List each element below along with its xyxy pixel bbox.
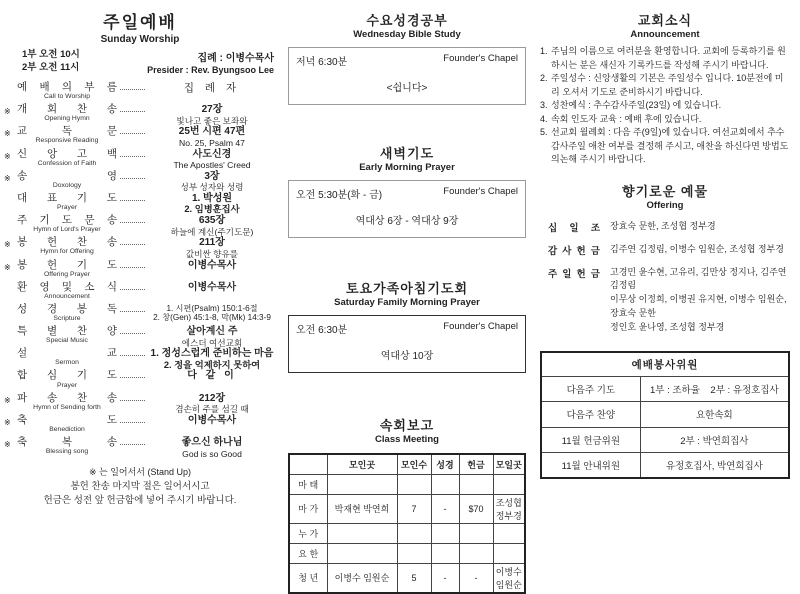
order-item-value-line1: 635장 <box>198 215 226 227</box>
class-meeting-cell: - <box>459 563 493 593</box>
order-item-value <box>148 259 276 272</box>
order-item-label-kr: 환 영 및 소 식 <box>17 280 117 293</box>
order-item-label <box>17 103 117 122</box>
order-item-label-en: Prayer <box>56 204 78 211</box>
service-times <box>22 49 80 75</box>
order-item-value-line2: 에스더 여선교회 <box>181 337 243 348</box>
standup-mark: ※ <box>4 395 11 405</box>
order-item-label <box>17 436 117 455</box>
class-meeting-cell <box>327 474 397 494</box>
committee-row <box>541 376 789 402</box>
order-item-value-line2: The Apostles' Creed <box>173 160 251 171</box>
order-item-value <box>148 436 276 459</box>
order-item-label-en: Opening Hymn <box>44 115 90 123</box>
class-col-blank <box>289 454 327 474</box>
class-meeting-row <box>289 543 525 563</box>
class-col-offering: 헌금 <box>459 454 493 474</box>
committee-row <box>541 402 789 428</box>
class-col-bible: 성경 <box>431 454 459 474</box>
order-item-label-kr: 대 표 기 도 <box>17 191 117 204</box>
order-item-label-en: Special Music <box>46 337 88 345</box>
announcements-title-kr: 교회소식 <box>637 13 693 28</box>
committee-role: 11월 헌금위원 <box>541 427 640 453</box>
class-meeting-cell: 이병수 임원순 <box>493 563 525 593</box>
saturday-prayer-place: Founder's Chapel <box>443 321 518 332</box>
order-item-value <box>148 214 276 237</box>
dotted-leader <box>120 392 145 401</box>
dotted-leader <box>120 303 145 312</box>
order-item-label <box>17 214 117 233</box>
order-item-value-line1: 25번 시편 47편 <box>178 126 246 138</box>
class-meeting-cell <box>459 474 493 494</box>
worship-order-row <box>4 236 276 258</box>
class-meeting-cell <box>493 474 525 494</box>
order-item-value-line1: 3장 <box>204 170 220 182</box>
service-time-2: 2부 오전 11시 <box>22 61 80 73</box>
class-meeting-cell: 요 한 <box>289 543 327 563</box>
class-meeting-cell: 마 가 <box>289 494 327 523</box>
footnote-standup: ※ 는 일어서서 (Stand Up) <box>88 467 192 478</box>
class-meeting-title-kr: 속회보고 <box>379 418 435 433</box>
standup-mark <box>4 325 17 329</box>
early-prayer-place: Founder's Chapel <box>443 186 518 197</box>
standup-mark <box>4 303 17 307</box>
class-meeting-cell: - <box>431 563 459 593</box>
dotted-leader <box>120 259 145 268</box>
class-meeting-cell: $70 <box>459 494 493 523</box>
order-item-label-en: Announcement <box>44 292 90 300</box>
committee-person: 2부 : 박연희집사 <box>640 427 789 453</box>
committee-person: 유정호집사, 박연희집사 <box>640 453 789 479</box>
offering-sunday-row <box>540 266 790 336</box>
class-meeting-row <box>289 494 525 523</box>
worship-order-row <box>4 392 276 414</box>
early-prayer-time: 오전 5:30분(화 - 금) <box>296 190 383 201</box>
bible-study-box <box>288 47 526 105</box>
order-item-value-line2: 값비싼 향유를 <box>185 248 239 259</box>
order-item-value-line2: No. 25, Psalm 47 <box>179 137 245 148</box>
order-item-value-line1: 살아계신 주 <box>186 326 238 338</box>
order-item-label-kr: 봉 헌 기 도 <box>17 258 117 271</box>
order-item-value <box>148 369 276 382</box>
dotted-leader <box>120 170 145 179</box>
order-item-label <box>17 414 117 433</box>
announcement-text: 선교회 월례회 : 다음 주(9일)에 있습니다. 여선교회에서 추수감사주일 애찬 여부를 결정해 주시고, 애찬을 하신다면 방법도 의논해 주시기 바랍니다. <box>551 127 789 164</box>
class-meeting-cell <box>459 543 493 563</box>
order-item-label-kr: 성 경 봉 독 <box>17 302 117 315</box>
footnote-line3: 헌금은 성전 앞 헌금함에 넣어 주시기 바랍니다. <box>43 494 237 506</box>
order-item-label-en: Offering Prayer <box>44 270 90 278</box>
class-meeting-cell: 7 <box>397 494 431 523</box>
thanks-offering-label: 감 사 헌 금 <box>548 245 600 257</box>
order-item-label-en: Hymn of Lord's Prayer <box>33 226 101 234</box>
dotted-leader <box>120 436 145 445</box>
worship-order-row <box>4 414 276 436</box>
saturday-prayer-box <box>288 315 526 373</box>
sunday-offering-names-line2: 이무상 이정희, 이병권 유지현, 이병수 임원순, 장효숙 문한 <box>610 294 787 319</box>
dotted-leader <box>120 148 145 157</box>
standup-mark <box>4 81 17 85</box>
order-item-value-line1: 집 례 자 <box>183 82 241 94</box>
bible-study-note: <쉽니다> <box>386 83 428 94</box>
dotted-leader <box>120 281 145 290</box>
order-item-label <box>17 347 117 366</box>
worship-order-row <box>4 347 276 369</box>
order-item-label <box>17 369 117 388</box>
class-meeting-cell: - <box>431 494 459 523</box>
order-item-value-line1: 1. 박성원 <box>191 192 233 204</box>
class-meeting-header-row <box>289 454 525 474</box>
order-item-label-en: Confession of Faith <box>37 159 97 167</box>
bible-study-place: Founder's Chapel <box>443 53 518 64</box>
announcement-text: 속회 인도자 교육 : 예배 후에 있습니다. <box>551 113 702 124</box>
worship-order-row <box>4 303 276 325</box>
announcement-item <box>540 113 790 127</box>
order-item-value-line2: 빛나고 좋은 보좌와 <box>176 115 248 126</box>
dotted-leader <box>120 414 145 423</box>
early-prayer-title-en: Early Morning Prayer <box>359 162 455 173</box>
order-item-value-line1: 211장 <box>199 237 225 249</box>
worship-order-row <box>4 170 276 192</box>
order-item-label-kr: 교 독 문 <box>17 125 117 138</box>
order-item-value-line2: 2. 임병훈집사 <box>184 204 240 215</box>
order-item-label-en: Scripture <box>53 314 81 322</box>
class-meeting-cell: 박재현 박연희 <box>327 494 397 523</box>
class-col-place-met: 모인곳 <box>327 454 397 474</box>
order-item-label-en: Sermon <box>55 359 79 367</box>
bible-study-title-en: Wednesday Bible Study <box>353 29 461 40</box>
class-meeting-cell: 5 <box>397 563 431 593</box>
class-meeting-cell <box>397 523 431 543</box>
class-meeting-cell <box>493 543 525 563</box>
class-meeting-cell: 조성협 정부경 <box>493 494 525 523</box>
worship-order-row <box>4 369 276 391</box>
announcement-panel <box>532 0 800 485</box>
announcement-number: 2. <box>540 73 548 83</box>
committee-role: 다음주 찬양 <box>541 402 640 428</box>
dotted-leader <box>120 192 145 201</box>
committee-row <box>541 453 789 479</box>
announcement-list <box>540 45 790 167</box>
announcement-item <box>540 99 790 113</box>
order-item-value-line1: 사도신경 <box>192 148 232 160</box>
class-meeting-cell <box>397 474 431 494</box>
order-item-label-kr: 예 배 의 부 름 <box>17 81 117 93</box>
standup-mark: ※ <box>4 417 11 427</box>
order-item-label-kr: 개 회 찬 송 <box>17 103 117 116</box>
order-item-label-en: Hymn for Offering <box>40 248 94 256</box>
presider <box>147 49 274 75</box>
order-item-label-kr: 설 교 <box>17 347 117 360</box>
standup-mark <box>4 347 17 351</box>
committee-role: 다음주 기도 <box>541 376 640 402</box>
bible-study-title-kr: 수요성경공부 <box>366 13 448 28</box>
order-item-value <box>148 236 276 259</box>
class-meeting-cell <box>431 543 459 563</box>
order-item-label <box>17 236 117 255</box>
offering-title-kr: 향기로운 예물 <box>622 183 708 199</box>
worship-order-list <box>4 81 276 458</box>
worship-order-row <box>4 214 276 236</box>
order-item-value-line1: 27장 <box>201 104 223 116</box>
order-item-label-kr: 특 별 찬 양 <box>17 325 117 338</box>
order-item-value <box>148 347 276 371</box>
standup-mark: ※ <box>4 173 11 183</box>
order-item-value-line1: 212장 <box>198 392 226 404</box>
worship-order-row <box>4 125 276 147</box>
order-item-value <box>148 125 276 148</box>
standup-mark <box>4 369 17 373</box>
saturday-prayer-title-kr: 토요가족아침기도회 <box>345 281 469 296</box>
order-item-value <box>148 303 276 323</box>
standup-mark <box>4 281 17 285</box>
class-meeting-row <box>289 523 525 543</box>
order-item-value-line1: 이병수목사 <box>187 414 237 426</box>
class-meeting-cell <box>459 523 493 543</box>
standup-mark <box>4 192 17 196</box>
worship-order-row <box>4 192 276 214</box>
dotted-leader <box>120 236 145 245</box>
order-item-label-en: Responsive Reading <box>35 137 99 145</box>
order-item-value <box>148 81 276 94</box>
standup-mark <box>4 214 17 218</box>
order-item-label-en: Call to Worship <box>44 93 90 101</box>
announcement-text: 주님의 이름으로 여러분을 환영합니다. 교회에 등록하기를 원하시는 분은 새신자 기록카드를 작성해 주시기 바랍니다. <box>551 46 786 70</box>
dotted-leader <box>120 347 145 356</box>
announcement-number: 1. <box>540 46 548 56</box>
order-item-label <box>17 303 117 322</box>
announcement-item <box>540 126 790 167</box>
dotted-leader <box>120 81 145 90</box>
worship-order-row <box>4 259 276 281</box>
order-item-label-kr: 봉 헌 찬 송 <box>17 236 117 249</box>
worship-order-row <box>4 103 276 125</box>
order-item-label-en: Benediction <box>49 425 85 433</box>
order-item-label <box>17 259 117 278</box>
service-time-1: 1부 오전 10시 <box>22 49 80 60</box>
order-item-label-en: Hymn of Sending forth <box>33 403 101 411</box>
class-meeting-cell: 이병수 임원순 <box>327 563 397 593</box>
dotted-leader <box>120 125 145 134</box>
dotted-leader <box>120 325 145 334</box>
announcement-text: 성찬예식 : 추수감사주일(23일) 에 있습니다. <box>551 100 722 110</box>
committee-table <box>540 351 790 479</box>
order-item-value-line2: 2. 정을 억제하지 못하여 <box>163 359 261 370</box>
order-item-label-en: Doxology <box>52 181 82 189</box>
order-item-label-kr: 신 앙 고 백 <box>17 147 117 160</box>
saturday-prayer-title-en: Saturday Family Morning Prayer <box>334 297 480 308</box>
dotted-leader <box>120 369 145 378</box>
class-col-next-place: 모일곳 <box>493 454 525 474</box>
class-meeting-cell <box>327 523 397 543</box>
order-item-value <box>148 414 276 427</box>
class-meeting-row <box>289 563 525 593</box>
early-prayer-note: 역대상 6장 - 역대상 9장 <box>355 216 459 227</box>
offering-thanks-row <box>540 243 790 257</box>
early-prayer-title-kr: 새벽기도 <box>379 146 435 161</box>
dotted-leader <box>120 214 145 223</box>
class-meeting-cell <box>493 523 525 543</box>
class-col-attendance: 모인수 <box>397 454 431 474</box>
order-item-label-en: Prayer <box>56 381 78 389</box>
worship-order-row <box>4 281 276 303</box>
sunday-worship-panel <box>0 0 282 506</box>
order-item-value <box>148 281 276 294</box>
order-item-value-line1: 1. 정성스럽게 준비하는 마음 <box>150 348 274 360</box>
announcement-number: 5. <box>540 127 548 137</box>
presider-en: Presider : Rev. Byungsoo Lee <box>147 65 274 75</box>
order-item-label <box>17 170 117 189</box>
order-item-label <box>17 148 117 167</box>
order-item-label-en: Blessing song <box>45 448 89 456</box>
presider-kr: 집례 : 이병수목사 <box>197 53 274 64</box>
order-item-value <box>148 170 276 193</box>
worship-order-row <box>4 81 276 103</box>
order-item-label <box>17 281 117 300</box>
order-item-value-line1: 다 같 이 <box>187 370 237 382</box>
early-prayer-box <box>288 180 526 238</box>
order-item-value-line1: 이병수목사 <box>187 259 237 271</box>
worship-footnote <box>4 466 276 508</box>
order-item-value <box>148 148 276 171</box>
saturday-prayer-time: 오전 6:30분 <box>296 325 348 336</box>
order-item-value-line2: 겸손히 주를 섬길 때 <box>175 404 249 415</box>
order-item-value-line2: God is so Good <box>182 448 242 459</box>
order-item-value <box>148 325 276 348</box>
order-item-value-line1: 이병수목사 <box>187 281 237 293</box>
committee-person: 1부 : 조하율 2부 : 유정호집사 <box>640 376 789 402</box>
offering-title-en: Offering <box>646 199 684 211</box>
class-meeting-cell: 누 가 <box>289 523 327 543</box>
committee-role: 11월 안내위원 <box>541 453 640 479</box>
class-meeting-title-en: Class Meeting <box>375 434 439 445</box>
sunday-offering-names-line3: 정인호 윤나영, 조성협 정부경 <box>610 322 725 333</box>
thanks-offering-names: 김주연 김정림, 이병수 임원순, 조성협 정부경 <box>610 243 784 254</box>
order-item-value <box>148 392 276 415</box>
order-item-label-kr: 축 도 <box>17 413 117 426</box>
sunday-offering-names <box>610 266 790 336</box>
worship-order-row <box>4 436 276 458</box>
sunday-offering-names-line1: 고경민 윤수현, 고유리, 김만상 정지나, 김주연 김정림 <box>610 266 787 291</box>
class-meeting-cell <box>397 543 431 563</box>
tithe-names: 장효숙 문한, 조성협 정부경 <box>610 220 716 231</box>
announcement-item <box>540 72 790 99</box>
worship-title-en: Sunday Worship <box>100 34 180 45</box>
standup-mark: ※ <box>4 262 11 272</box>
order-item-value-line1: 좋으신 하나님 <box>181 437 243 448</box>
order-item-label-kr: 축 복 송 <box>17 436 117 448</box>
order-item-value <box>148 103 276 126</box>
order-item-value <box>148 192 276 216</box>
order-item-value-line1: 1. 시편(Psalm) 150:1-6절 <box>166 303 258 313</box>
order-item-label-kr: 합 심 기 도 <box>17 369 117 382</box>
worship-order-row <box>4 325 276 347</box>
standup-mark: ※ <box>4 240 11 250</box>
standup-mark: ※ <box>4 440 11 449</box>
order-item-value-line2: 하늘에 계신(주기도문) <box>170 226 254 237</box>
standup-mark: ※ <box>4 107 11 117</box>
order-item-label-kr: 주 기 도 문 송 <box>17 214 117 227</box>
dotted-leader <box>120 103 145 112</box>
saturday-prayer-note: 역대상 10장 <box>380 351 434 362</box>
class-meeting-row <box>289 474 525 494</box>
class-meeting-cell: 마 태 <box>289 474 327 494</box>
committee-row <box>541 427 789 453</box>
standup-mark: ※ <box>4 129 11 139</box>
committee-header-row <box>541 352 789 376</box>
order-item-label <box>17 192 117 211</box>
order-item-value-line2: 성부 성자와 성령 <box>180 182 244 193</box>
class-meeting-table <box>288 453 526 594</box>
order-item-label <box>17 392 117 411</box>
class-meeting-cell <box>431 474 459 494</box>
order-item-label-kr: 파 송 찬 송 <box>17 391 117 404</box>
worship-order-row <box>4 148 276 170</box>
tithe-label: 십 일 조 <box>548 222 600 234</box>
footnote-line2: 봉헌 찬송 마지막 절은 일어서시고 <box>70 480 210 492</box>
worship-title-kr: 주일예배 <box>103 13 177 32</box>
bible-study-time: 저녁 6:30분 <box>296 57 348 68</box>
standup-mark: ※ <box>4 151 11 161</box>
order-item-label <box>17 81 117 100</box>
class-meeting-cell <box>327 543 397 563</box>
order-item-label <box>17 125 117 144</box>
class-meeting-cell: 청 년 <box>289 563 327 593</box>
announcement-text: 주일성수 : 신앙생활의 기본은 주일성수 입니다. 10분전에 미리 오셔서 기도로 준비하시기 바랍니다. <box>551 73 784 97</box>
midweek-panel <box>282 0 532 590</box>
announcement-number: 4. <box>540 113 548 124</box>
order-item-label-kr: 송 영 <box>17 169 117 182</box>
order-item-value-line2: 2. 창(Gen) 45:1-8, 막(Mk) 14:3-9 <box>153 313 271 323</box>
order-item-label <box>17 325 117 344</box>
committee-person: 요한속회 <box>640 402 789 428</box>
committee-title: 예배봉사위원 <box>541 352 789 376</box>
offering-tithe-row <box>540 220 790 234</box>
class-meeting-cell <box>431 523 459 543</box>
announcement-item <box>540 45 790 72</box>
announcement-number: 3. <box>540 100 548 110</box>
announcements-title-en: Announcement <box>630 29 700 40</box>
sunday-offering-label: 주 일 헌 금 <box>548 268 600 280</box>
